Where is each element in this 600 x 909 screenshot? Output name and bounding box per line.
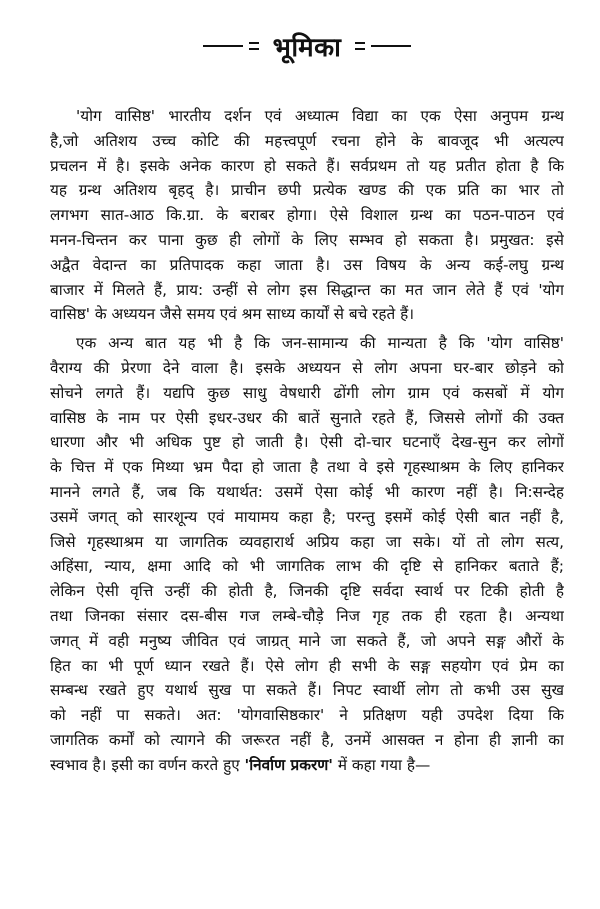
text-line: लेकिन ऐसी वृत्ति उन्हीं की होती है, जिनकी दृष्टि सर्वदा स्वार्थ पर टिकी होती है [50,582,564,601]
text-line: अहिंसा, न्याय, क्षमा आदि को भी जागतिक लाभ की दृष्टि से हानिकर बताते हैं; [50,557,564,576]
text-line: मनन-चिन्तन कर पाना कुछ ही लोगों के लिए सम्भव हो सकता है। प्रमुखत: इसे [50,230,564,249]
text-line: है,जो अतिशय उच्च कोटि की महत्त्वपूर्ण रचना होने के बावजूद भी अत्यल्प [50,131,564,150]
text-line: के चित्त में एक मिथ्या भ्रम पैदा हो जाता है तथा वे इसे गृहस्थाश्रम के लिए हानिकर [50,458,564,477]
text-line: लगभग सात-आठ कि.ग्रा. के बराबर होगा। ऐसे विशाल ग्रन्थ का पठन-पाठन एवं [50,206,564,225]
chapter-heading [50,28,564,64]
heading-rule-right [371,45,411,47]
text-line: बाजार में मिलते हैं, प्राय: उन्हीं से लोग इस सिद्धान्त का मत जान लेते हैं एवं 'योग [50,280,564,299]
heading-ornament-right [355,42,365,50]
final-line-text: स्वभाव है। इसी का वर्णन करते हुए [50,755,245,774]
text-line-final [50,753,564,778]
heading-ornament-left [249,42,259,50]
text-line: हित का भी पूर्ण ध्यान रखते हैं। ऐसे लोग ही सभी के सङ्ग सहयोग एवं प्रेम का [50,656,564,675]
text-line: प्रचलन में है। इसके अनेक कारण हो सकते हैं। सर्वप्रथम तो यह प्रतीत होता है कि [50,156,564,175]
text-line: सोचने लगते हैं। यद्यपि कुछ साधु वेषधारी ढोंगी लोग ग्राम एवं कसबों में योग [50,383,564,402]
text-line: सम्बन्ध रखते हुए यथार्थ सुख पा सकते हैं। निपट स्वार्थी लोग तो कभी उस सुख [50,681,564,700]
text-line: उसमें जगत् को सारशून्य एवं मायामय कहा है; परन्तु इसमें कोई ऐसी बात नहीं है, [50,507,564,526]
text-line: वैराग्य की प्रेरणा देने वाला है। इसके अध्ययन से लोग अपना घर-बार छोड़ने को [50,358,564,377]
text-line: एक अन्य बात यह भी है कि जन-सामान्य की मान्यता है कि 'योग वासिष्ठ' [76,334,564,353]
text-line: जगत् में वही मनुष्य जीवित एवं जाग्रत् माने जा सकते हैं, जो अपने सङ्ग औरों के [50,631,564,650]
text-line: अद्वैत वेदान्त का प्रतिपादक कहा जाता है। उस विषय के अन्य कई-लघु ग्रन्थ [50,255,564,274]
paragraph-2 [50,331,564,777]
document-page [50,28,564,778]
text-line: वासिष्ठ' के अध्ययन जैसे समय एवं श्रम साध्य कार्यों से बचे रहते हैं। [50,305,415,324]
paragraph-1 [50,104,564,327]
text-line: मानने लगते हैं, जब कि यथार्थत: उसमें ऐसा कोई भी कारण नहीं है। नि:सन्देह [50,482,564,501]
chapter-title: भूमिका [272,33,342,63]
text-line: 'योग वासिष्ठ' भारतीय दर्शन एवं अध्यात्म विद्या का एक ऐसा अनुपम ग्रन्थ [76,107,564,125]
heading-rule-left [203,45,243,47]
text-line: तथा जिनका संसार दस-बीस गज लम्बे-चौड़े निज गृह तक ही रहता है। अन्यथा [50,606,564,625]
text-line: को नहीं पा सकते। अत: 'योगवासिष्ठकार' ने प्रतिक्षण यही उपदेश दिया कि [50,706,564,725]
text-line: जिसे गृहस्थाश्रम या जागतिक व्यवहारार्थ अप्रिय कहा जा सके। यों तो लोग सत्य, [50,532,564,551]
text-line: जागतिक कर्मों को त्यागने की जरूरत नहीं है, उनमें आसक्त न होना ही ज्ञानी का [50,730,564,749]
text-line: वासिष्ठ के नाम पर ऐसी इधर-उधर की बातें सुनाते रहते हैं, जिससे लोगों की उक्त [50,408,564,427]
text-line: यह ग्रन्थ अतिशय बृहद् है। प्राचीन छपी प्रत्येक खण्ड की एक प्रति का भार तो [50,181,564,200]
emphasis-nirvana-prakaran: 'निर्वाण प्रकरण' [244,755,333,774]
text-line: धारणा और भी अधिक पुष्ट हो जाती है। ऐसी दो-चार घटनाएँ देख-सुन कर लोगों [50,433,564,452]
final-line-tail: में कहा गया है— [332,755,431,774]
